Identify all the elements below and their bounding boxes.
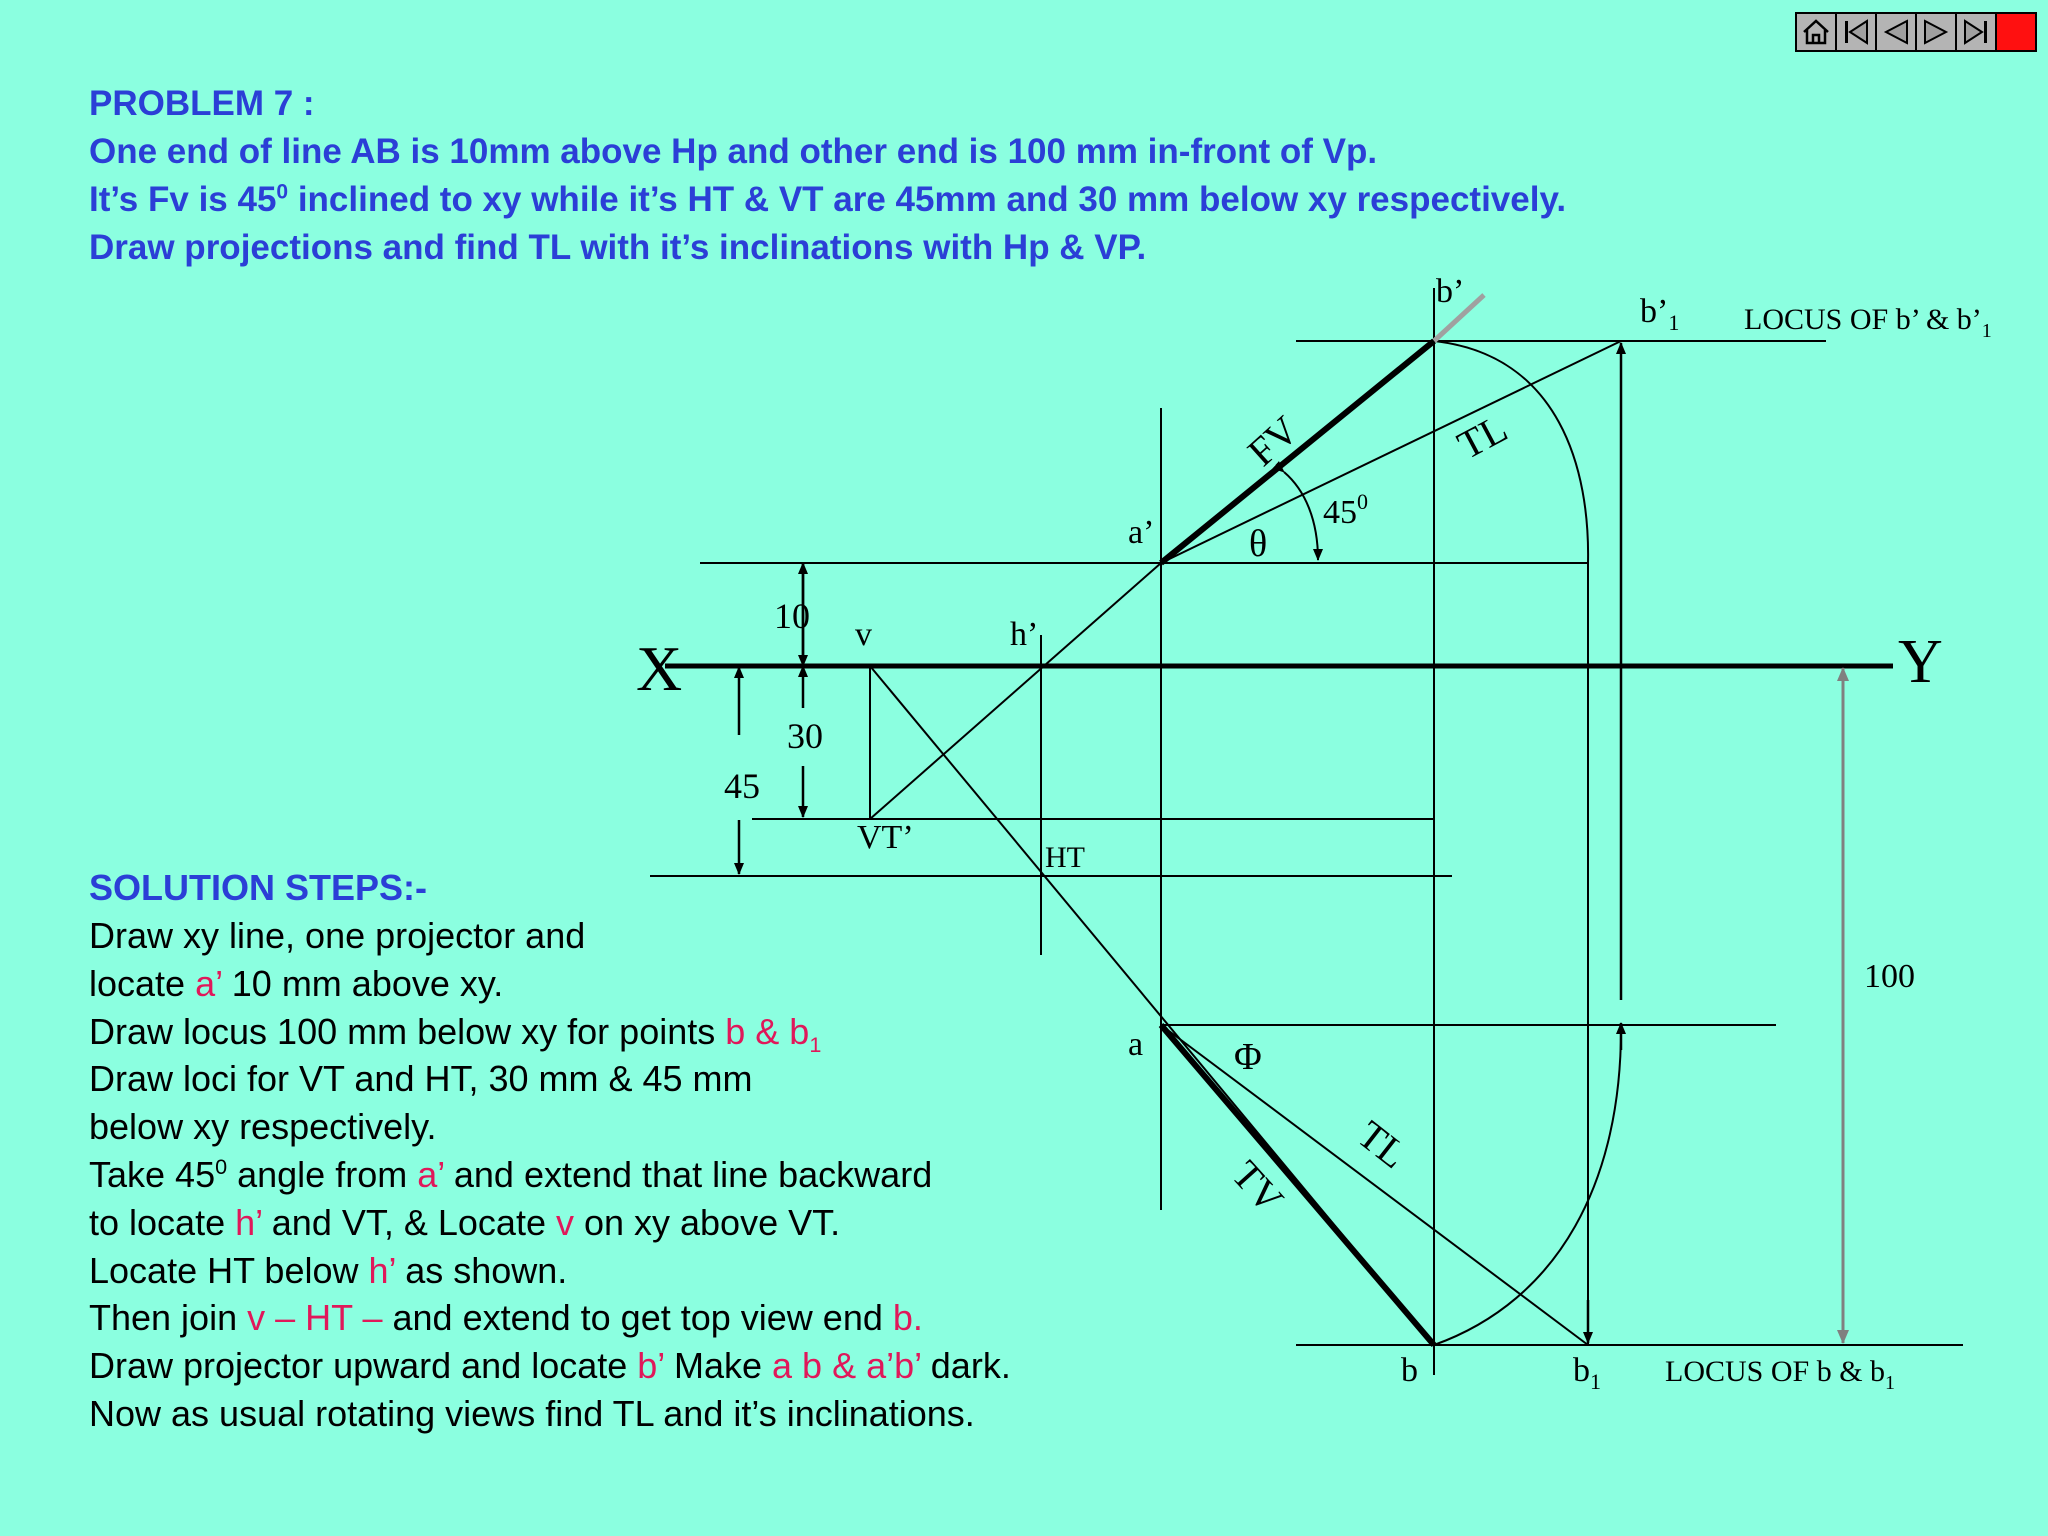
label-phi: Φ [1234,1036,1262,1078]
stop-button[interactable] [1997,14,2035,50]
step-highlight: h’ [235,1201,262,1243]
step-highlight: v – HT – [247,1297,383,1339]
label-locus-top-main: LOCUS OF b’ & b’ [1744,303,1982,336]
label-vt: VT’ [857,819,914,856]
step-text: 10 mm above xy. [221,962,504,1004]
step-text: angle from [227,1153,418,1195]
step-4: Draw loci for VT and HT, 30 mm & 45 mm [89,1058,753,1100]
problem-line-3: Draw projections and find TL with it’s inclinations with Hp & VP. [89,228,1147,267]
problem-line-1: One end of line AB is 10mm above Hp and other end is 100 mm in-front of Vp. [89,132,1378,171]
label-b1-dash [1640,293,1679,335]
problem-line-2-a: It’s Fv is 45 [89,180,277,219]
step-text: Make [663,1345,773,1387]
step-text: Draw locus 100 mm below xy for points [89,1010,726,1052]
step-text: Then join [89,1297,248,1339]
problem-title: PROBLEM 7 : [89,84,315,123]
step-1: Draw xy line, one projector and [89,915,586,956]
step-text: as shown. [395,1249,568,1291]
label-locus-bottom [1665,1355,1895,1394]
label-tl-front: TL [1450,405,1515,468]
next-slide-icon [1921,18,1951,46]
label-b1-sub: 1 [1590,1369,1601,1394]
previous-slide-icon [1881,18,1911,46]
label-dim-30: 30 [787,716,823,756]
label-locus-bottom-sub: 1 [1885,1372,1896,1394]
first-slide-button[interactable] [1837,14,1877,50]
label-b1-dash-main: b’ [1640,293,1669,330]
label-b: b [1401,1352,1418,1389]
label-b-dash: b’ [1436,273,1465,310]
step-text: locate [89,962,196,1004]
label-locus-top-sub: 1 [1981,320,1992,342]
problem-line-2-b: inclined to xy while it’s HT & VT are 45mm and 30 mm below xy respectively. [288,180,1567,219]
rotation-arc-bottom [1434,1025,1621,1345]
degree-sup: 0 [215,1153,228,1179]
first-slide-icon [1841,18,1871,46]
last-slide-icon [1961,18,1991,46]
step-5: below xy respectively. [89,1106,437,1148]
label-tv: TV [1223,1151,1293,1222]
step-highlight: a b & a’b’ [772,1345,921,1387]
degree-sup: 0 [276,180,289,204]
step-text: and extend that line backward [443,1153,933,1195]
step-highlight: b & b [725,1010,810,1052]
step-11: Now as usual rotating views find TL and it’s inclinations. [89,1392,975,1434]
label-x: X [636,633,683,704]
label-dim-10: 10 [774,596,810,636]
step-text: Locate HT below [89,1249,369,1291]
angle-45-arc [1284,472,1318,560]
step-highlight: v [555,1201,574,1243]
step-highlight: b’ [637,1345,664,1387]
label-a: a [1128,1026,1144,1063]
label-angle-45-main: 45 [1323,494,1357,531]
top-view-line [1161,1025,1434,1345]
slide-navigation [1795,12,2037,52]
label-a-dash: a’ [1128,514,1155,551]
step-text: dark. [920,1345,1011,1387]
step-highlight: a’ [195,962,222,1004]
step-highlight: a’ [417,1153,444,1195]
home-button[interactable] [1797,14,1837,50]
label-dim-45: 45 [724,766,760,806]
step-highlight: b. [892,1297,923,1339]
label-dim-100: 100 [1864,958,1915,995]
label-y: Y [1898,628,1943,696]
rotation-arc-top [1434,341,1588,1345]
label-angle-45 [1323,489,1368,531]
step-highlight-sub: 1 [809,1031,822,1057]
label-h-dash: h’ [1010,616,1039,653]
step-text: to locate [89,1201,236,1243]
solution-steps-title: SOLUTION STEPS:- [89,867,428,908]
label-v: v [855,616,872,653]
label-locus-bottom-main: LOCUS OF b & b [1665,1355,1886,1388]
last-slide-button[interactable] [1957,14,1997,50]
step-text: on xy above VT. [573,1201,841,1243]
next-slide-button[interactable] [1917,14,1957,50]
fv-extension-line [870,563,1161,819]
step-text: and extend to get top view end [382,1297,893,1339]
label-locus-top [1744,303,1992,342]
previous-slide-button[interactable] [1877,14,1917,50]
step-text: Draw projector upward and locate [89,1345,638,1387]
label-b1 [1573,1352,1601,1394]
label-b1-dash-sub: 1 [1668,310,1680,335]
step-highlight: h’ [368,1249,396,1291]
step-text: Take 45 [89,1153,216,1195]
label-fv: FV [1238,407,1308,475]
label-tl-top: TL [1349,1111,1416,1178]
label-angle-45-sup: 0 [1357,489,1368,514]
home-icon [1801,18,1831,46]
label-ht: HT [1045,841,1085,874]
tl-top-line [1161,1025,1588,1345]
step-text: and VT, & Locate [261,1201,556,1243]
label-theta: θ [1249,523,1268,565]
label-b1-main: b [1573,1352,1590,1389]
